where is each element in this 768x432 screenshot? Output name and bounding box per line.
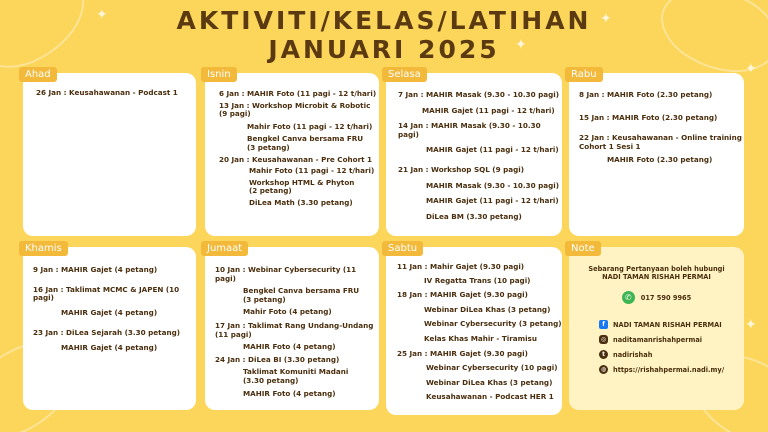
page-title-line2: JANUARI 2025 [268, 35, 500, 64]
sparkle-icon: ✦ [745, 317, 757, 333]
schedule-entry: 16 Jan : Taklimat MCMC & JAPEN (10 pagi) [33, 284, 182, 303]
day-label-selasa: Selasa [382, 67, 427, 82]
day-card-khamis [23, 243, 196, 410]
page-title-line1: AKTIVITI/KELAS/LATIHAN [176, 6, 592, 35]
schedule-entry: MAHIR Foto (4 petang) [243, 388, 336, 398]
schedule-entry: Bengkel Canva bersama FRU (3 petang) [247, 134, 364, 152]
day-card-sabtu [386, 243, 562, 415]
globe-icon: ◍ [600, 366, 607, 373]
schedule-entry: MAHIR Gajet (11 pagi - 12 t/hari) [426, 196, 559, 206]
schedule-entry: 7 Jan : MAHIR Masak (9.30 - 10.30 pagi) [398, 90, 560, 99]
schedule-entry: MAHIR Gajet (11 pagi - 12 t/hari) [422, 105, 555, 115]
schedule-entry: Mahir Foto (11 pagi - 12 t/hari) [249, 166, 375, 176]
schedule-entry: Mahir Foto (4 petang) [243, 307, 332, 317]
note-label: Note [565, 241, 601, 256]
schedule-entry: 22 Jan : Keusahawanan - Online training Cohort 1 Sesi 1 [579, 133, 742, 151]
facebook-link[interactable]: NADI TAMAN RISHAH PERMAI [613, 320, 722, 329]
schedule-entry: Taklimat Komuniti Madani (3.30 petang) [243, 367, 349, 385]
schedule-entry: Webinar Cybersecurity (3 petang) [424, 319, 562, 329]
schedule-entry: 26 Jan : Keusahawanan - Podcast 1 [36, 88, 178, 97]
schedule-entry: Keusahawanan - Podcast HER 1 [426, 392, 554, 402]
sparkle-icon: ✦ [96, 7, 108, 23]
schedule-entry: Webinar DiLea Khas (3 petang) [426, 377, 553, 387]
day-label-isnin: Isnin [201, 67, 237, 82]
schedule-entry: DiLea BM (3.30 petang) [426, 211, 522, 221]
schedule-entry: MAHIR Gajet (4 petang) [61, 307, 158, 317]
schedule-entry: 8 Jan : MAHIR Foto (2.30 petang) [579, 90, 713, 99]
note-card [569, 243, 744, 410]
day-card-rabu [569, 69, 744, 236]
instagram-icon: ◎ [600, 336, 607, 343]
note-line1: Sebarang Pertanyaan boleh hubungi [588, 265, 725, 273]
website-link[interactable]: https://rishahpermai.nadi.my/ [613, 365, 725, 374]
schedule-entry: Webinar DiLea Khas (3 petang) [424, 304, 551, 314]
schedule-entry: MAHIR Gajet (11 pagi - 12 t/hari) [426, 145, 559, 155]
twitter-icon: t [599, 350, 608, 359]
schedule-entry: 21 Jan : Workshop SQL (9 pagi) [398, 164, 524, 174]
schedule-entry: 23 Jan : DiLea Sejarah (3.30 petang) [33, 328, 181, 338]
schedule-entry: 15 Jan : MAHIR Foto (2.30 petang) [579, 112, 718, 122]
schedule-entry: Bengkel Canva bersama FRU (3 petang) [243, 286, 360, 304]
facebook-icon: f [599, 320, 608, 329]
sparkle-icon: ✦ [600, 11, 612, 27]
schedule-entry: Webinar Cybersecurity (10 pagi) [426, 363, 558, 373]
schedule-entry: 20 Jan : Keusahawanan - Pre Cohort 1 [219, 154, 373, 164]
day-card-ahad [23, 69, 196, 236]
schedule-entry: MAHIR Gajet (4 petang) [61, 342, 158, 352]
schedule-entry: Kelas Khas Mahir - Tiramisu [424, 333, 537, 343]
schedule-entry: MAHIR Masak (9.30 - 10.30 pagi) [426, 180, 559, 190]
day-label-jumaat: Jumaat [201, 241, 248, 256]
schedule-entry: 11 Jan : Mahir Gajet (9.30 pagi) [397, 262, 525, 271]
sparkle-icon: ✦ [515, 37, 527, 53]
schedule-entry: Workshop HTML & Phyton (2 petang) [249, 177, 355, 196]
sparkle-icon: ✦ [745, 61, 757, 77]
schedule-entry: 18 Jan : MAHIR Gajet (9.30 pagi) [397, 290, 528, 300]
day-label-ahad: Ahad [19, 67, 57, 82]
twitter-link[interactable]: nadirishah [613, 350, 653, 359]
schedule-entry: 6 Jan : MAHIR Foto (11 pagi - 12 t/hari) [219, 89, 377, 98]
schedule-entry: IV Regatta Trans (10 pagi) [424, 275, 531, 285]
note-line2: NADI TAMAN RISHAH PERMAI [602, 273, 711, 281]
day-label-khamis: Khamis [19, 241, 68, 256]
day-label-sabtu: Sabtu [382, 241, 423, 256]
day-card-jumaat [205, 243, 379, 410]
schedule-entry: MAHIR Foto (4 petang) [243, 342, 336, 352]
schedule-entry: 17 Jan : Taklimat Rang Undang-Undang (11 pagi) [215, 320, 374, 339]
day-label-rabu: Rabu [565, 67, 603, 82]
instagram-link[interactable]: naditamanrishahpermai [613, 335, 703, 344]
schedule-entry: 14 Jan : MAHIR Masak (9.30 - 10.30 pagi) [398, 121, 544, 139]
phone-number[interactable]: 017 590 9965 [640, 293, 692, 302]
day-card-selasa [386, 69, 562, 236]
schedule-entry: 13 Jan : Workshop Microbit & Robotic (9 pagi) [219, 100, 371, 119]
schedule-entry: 9 Jan : MAHIR Gajet (4 petang) [33, 265, 158, 274]
schedule-entry: Mahir Foto (11 pagi - 12 t/hari) [247, 121, 373, 131]
whatsapp-icon: ✆ [622, 291, 635, 304]
schedule-entry: 10 Jan : Webinar Cybersecurity (11 pagi) [215, 265, 359, 283]
day-card-isnin [205, 69, 379, 236]
schedule-entry: MAHIR Foto (2.30 petang) [607, 155, 713, 165]
schedule-entry: 25 Jan : MAHIR Gajet (9.30 pagi) [397, 348, 528, 358]
schedule-entry: DiLea Math (3.30 petang) [249, 197, 353, 207]
schedule-entry: 24 Jan : DiLea BI (3.30 petang) [215, 354, 340, 364]
